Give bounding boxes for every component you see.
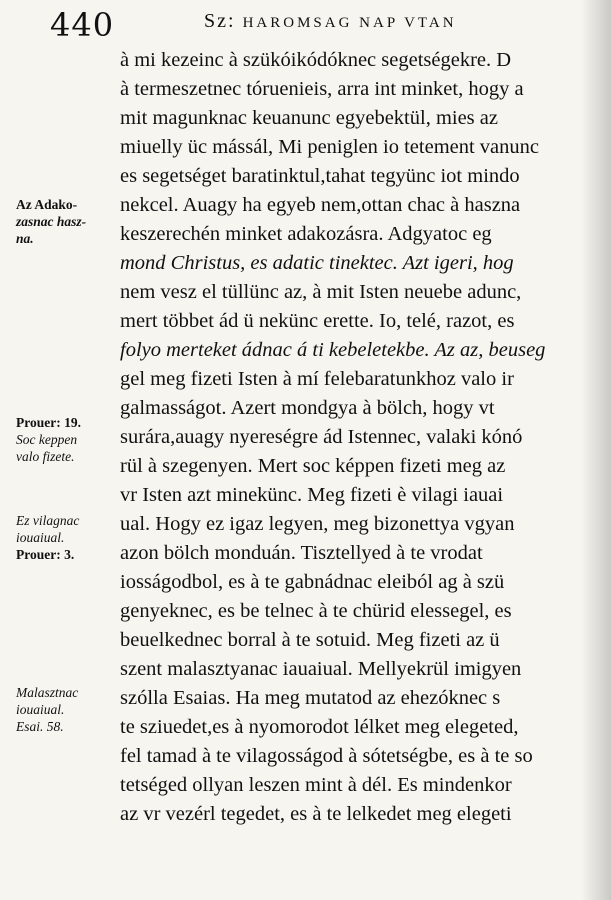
text-line: beuelkednec borral à te sotuid. Meg fizeti az ü [120, 629, 500, 651]
margin-note-line: na. [16, 231, 34, 246]
text-line: rül à szegenyen. Mert soc képpen fizeti meg az [120, 455, 506, 477]
page-edge-shadow [581, 0, 611, 900]
text-line: vr Isten azt minekünc. Meg fizeti è vilagi iauai [120, 484, 504, 506]
margin-note-line: valo fizete. [16, 449, 75, 464]
text-line: miuelly üc mássál, Mi peniglen io tetement vanunc [120, 136, 540, 158]
text-line: genyeknec, es be telnec à te chürid elessegel, es [120, 600, 512, 622]
running-head-prefix: Sz: [204, 10, 236, 32]
margin-note-malasztnac [16, 684, 78, 735]
text-line: es segetséget baratinktul,tahat tegyünc iot mindo [120, 165, 520, 187]
text-line: surára,auagy nyereségre ád Istennec, valaki kónó [120, 426, 523, 448]
margin-note-prouer-19 [16, 414, 81, 465]
margin-note-line: Ez vilagnac [16, 513, 80, 528]
text-line: ual. Hogy ez igaz legyen, meg bizonettya vgyan [120, 513, 515, 535]
text-line: à termeszetnec tóruenieis, arra int minket, hogy a [120, 78, 524, 100]
margin-note-line: Malasztnac [16, 685, 79, 700]
margin-note-line: iouaiual. [16, 530, 65, 545]
text-line: szent malasztyanac iauaiual. Mellyekrül imigyen [120, 658, 522, 680]
text-line: iosságodbol, es à te gabnádnac eleiból ag à szü [120, 571, 505, 593]
text-line: nem vesz el tüllünc az, à mit Isten neuebe adunc, [120, 281, 522, 303]
text-line: keszerechén minket adakozásra. Adgyatoc eg [120, 223, 492, 245]
text-line: folyo merteket ádnac á ti kebeletekbe. Az az, beuseg [120, 339, 546, 361]
margin-note-line: Prouer: 3. [16, 547, 75, 562]
margin-note-adakozas [16, 196, 86, 247]
text-line: szólla Esaias. Ha meg mutatod az ehezóknec s [120, 687, 501, 709]
text-line: gel meg fizeti Isten à mí felebaratunkhoz valo ir [120, 368, 514, 390]
text-line: à mi kezeinc à szükóikódóknec segetségekre. D [120, 49, 512, 71]
text-line: nekcel. Auagy ha egyeb nem,ottan chac à haszna [120, 194, 521, 216]
margin-note-line: Esai. 58. [16, 719, 64, 734]
text-line: mond Christus, es adatic tinektec. Azt igeri, hog [120, 252, 514, 274]
running-head-title: HAROMSAG NAP VTAN [242, 15, 457, 31]
text-line: mert többet ád ü nekünc erette. Io, telé, razot, es [120, 310, 515, 332]
text-line: galmasságot. Azert mondgya à bölch, hogy vt [120, 397, 495, 419]
text-line: tetséged ollyan leszen mint à dél. Es mindenkor [120, 774, 512, 796]
text-line: az vr vezérl tegedet, es à te lelkedet meg elegeti [120, 803, 512, 825]
running-head [204, 10, 457, 33]
margin-note-line: zasnac hasz- [16, 214, 87, 229]
text-line: te sziuedet,es à nyomorodot lélket meg elegeted, [120, 716, 519, 738]
page-number: 440 [50, 6, 115, 44]
margin-note-line: Soc keppen [16, 432, 78, 447]
text-line: fel tamad à te vilagosságod à sótetségbe, es à te so [120, 745, 533, 767]
text-line: mit magunknac keuanunc egyebektül, mies az [120, 107, 498, 129]
margin-note-line: Prouer: 19. [16, 415, 81, 430]
text-line: azon bölch monduán. Tisztellyed à te vrodat [120, 542, 483, 564]
margin-note-line: Az Adako- [16, 197, 78, 212]
margin-note-line: iouaiual. [16, 702, 65, 717]
margin-note-vilagnac [16, 512, 79, 563]
